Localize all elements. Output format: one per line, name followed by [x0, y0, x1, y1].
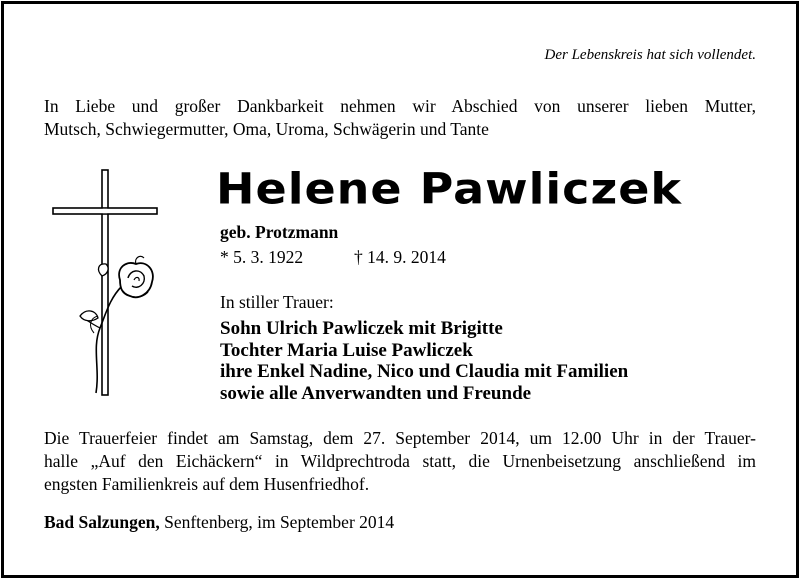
intro-line-2: Mutsch, Schwiegermutter, Oma, Uroma, Schwägerin und Tante	[44, 119, 489, 139]
place-primary: Bad Salzungen,	[44, 512, 160, 532]
mourner-line: sowie alle Anverwandten und Freunde	[220, 382, 532, 404]
cross-with-rose-icon	[50, 168, 170, 398]
deceased-name: Helene Pawliczek	[216, 164, 683, 214]
life-dates	[220, 247, 446, 268]
birth-date: * 5. 3. 1922	[220, 247, 304, 267]
mourner-line: Sohn Ulrich Pawliczek mit Brigitte	[220, 318, 503, 339]
mourning-intro: In stiller Trauer:	[220, 292, 334, 312]
ceremony-line-2: halle „Auf den Eichäckern“ in Wildprechtroda statt, die Urnenbeisetzung anschließend im	[44, 451, 756, 471]
mourner-line: Tochter Maria Luise Pawliczek	[220, 339, 473, 361]
intro-line-1: In Liebe und großer Dankbarkeit nehmen wir Abschied von unserer lieben Mutter,	[44, 96, 756, 116]
intro-text	[44, 95, 756, 141]
ceremony-line-1: Die Trauerfeier findet am Samstag, dem 27. September 2014, um 12.00 Uhr in der Trauer-	[44, 428, 756, 448]
motto: Der Lebenskreis hat sich vollendet.	[544, 47, 756, 63]
place-rest: Senftenberg, im September 2014	[159, 512, 395, 532]
death-date: † 14. 9. 2014	[354, 247, 446, 267]
ceremony-line-3: engsten Familienkreis auf dem Husenfriedhof.	[44, 474, 370, 494]
birth-name: geb. Protzmann	[220, 222, 339, 242]
mourners-list	[220, 318, 628, 404]
ceremony-text	[44, 427, 756, 496]
place-date-line	[44, 512, 394, 533]
mourner-line: ihre Enkel Nadine, Nico und Claudia mit Familien	[220, 361, 629, 382]
